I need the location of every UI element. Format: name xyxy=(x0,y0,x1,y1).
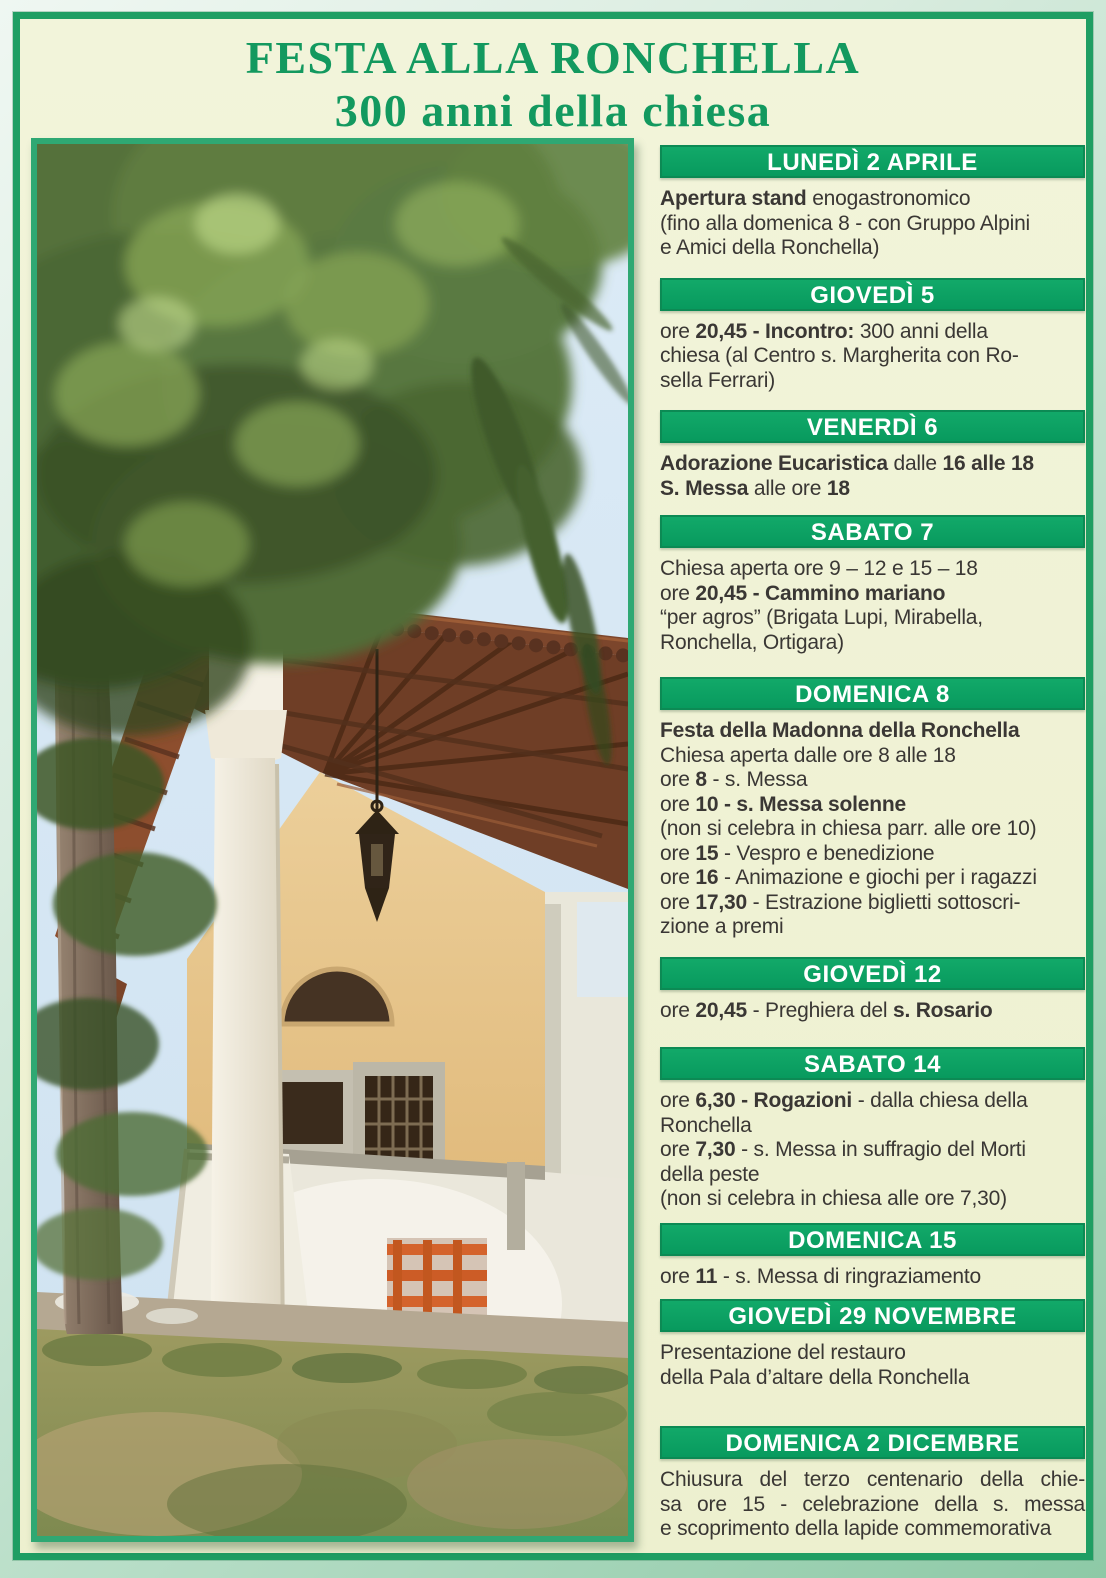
schedule-line xyxy=(660,606,1085,631)
text-segment: chiesa (al Centro s. Margherita con Ro- xyxy=(660,344,1019,367)
text-segment: ore xyxy=(660,866,696,889)
text-segment: Ronchella, Ortigara) xyxy=(660,630,844,654)
bold-text-segment: 15 xyxy=(695,841,719,865)
schedule-line xyxy=(660,1341,1085,1366)
church-photo xyxy=(31,138,634,1542)
text-segment: ore xyxy=(660,890,696,914)
text-segment: - s. Messa xyxy=(706,768,808,791)
schedule-line xyxy=(660,582,1085,607)
bold-text-segment: 20,45 xyxy=(695,998,747,1022)
text-segment: ore xyxy=(660,319,696,343)
day-header-bar: DOMENICA 8 xyxy=(660,677,1085,710)
schedule-line xyxy=(660,1366,1085,1391)
schedule-line xyxy=(660,842,1085,867)
day-header-bar: VENERDÌ 6 xyxy=(660,410,1085,443)
schedule-section xyxy=(660,677,1085,940)
section-body xyxy=(660,1265,1085,1290)
schedule-line xyxy=(660,1089,1085,1114)
text-segment: Chiesa aperta ore 9 – 12 e 15 – 18 xyxy=(660,557,978,580)
bold-text-segment: 16 xyxy=(695,866,719,889)
schedule-line xyxy=(660,477,1085,502)
title-line-2: 300 anni della chiesa xyxy=(334,85,772,136)
schedule-section xyxy=(660,410,1085,501)
text-segment: enogastronomico xyxy=(806,187,971,210)
text-segment: alle ore xyxy=(748,476,827,500)
bold-text-segment: 20,45 - Cammino mariano xyxy=(695,581,946,605)
text-segment: - s. Messa in suffragio del Morti xyxy=(735,1138,1026,1161)
schedule-line xyxy=(660,557,1085,582)
day-header-bar: GIOVEDÌ 29 NOVEMBRE xyxy=(660,1299,1085,1332)
day-header-bar: GIOVEDÌ 5 xyxy=(660,278,1085,311)
text-segment: ore xyxy=(660,1138,696,1161)
schedule-line xyxy=(660,1517,1085,1542)
day-header-bar: LUNEDÌ 2 APRILE xyxy=(660,145,1085,178)
day-header-bar: SABATO 14 xyxy=(660,1047,1085,1080)
schedule-line xyxy=(660,344,1085,369)
poster-frame xyxy=(13,12,1093,1560)
schedule-line xyxy=(660,719,1085,744)
text-segment: Presentazione del restauro xyxy=(660,1341,906,1364)
schedule-section xyxy=(660,1299,1085,1390)
section-body xyxy=(660,1341,1085,1390)
section-body xyxy=(660,719,1085,940)
text-segment: ore xyxy=(660,792,696,816)
text-segment: ore xyxy=(660,581,696,605)
church-photo-illustration xyxy=(37,144,628,1536)
schedule-line xyxy=(660,452,1085,477)
schedule-section xyxy=(660,1426,1085,1542)
text-segment: ore xyxy=(660,1264,696,1288)
schedule-line xyxy=(660,915,1085,940)
schedule-line xyxy=(660,1114,1085,1139)
bold-text-segment: Adorazione Eucaristica xyxy=(660,452,888,475)
schedule-line xyxy=(660,1265,1085,1290)
text-segment: ore xyxy=(660,841,696,865)
text-segment: - Preghiera del xyxy=(746,998,893,1022)
text-segment: Chiusura del terzo centenario della chie- xyxy=(660,1468,1085,1491)
bold-text-segment: 18 xyxy=(826,476,850,500)
bold-text-segment: 17,30 xyxy=(695,890,747,914)
text-segment: ore xyxy=(660,1089,696,1112)
text-segment: (fino alla domenica 8 - con Gruppo Alpini xyxy=(660,211,1031,235)
bold-text-segment: 6,30 - Rogazioni xyxy=(695,1089,853,1112)
day-header-bar: DOMENICA 15 xyxy=(660,1223,1085,1256)
ground xyxy=(37,1290,628,1536)
text-segment: zione a premi xyxy=(660,915,784,938)
schedule-line xyxy=(660,793,1085,818)
schedule-line xyxy=(660,891,1085,916)
schedule-column xyxy=(660,145,1085,1542)
text-segment: ore xyxy=(660,768,696,791)
schedule-section xyxy=(660,1223,1085,1290)
text-segment: - Animazione e giochi per i ragazzi xyxy=(718,866,1037,889)
schedule-section xyxy=(660,957,1085,1024)
text-segment: “per agros” (Brigata Lupi, Mirabella, xyxy=(660,606,983,629)
bold-text-segment: s. Rosario xyxy=(892,998,993,1022)
bold-text-segment: Apertura stand xyxy=(660,187,807,210)
text-segment: - Vespro e benedizione xyxy=(718,841,935,865)
schedule-line xyxy=(660,1468,1085,1493)
schedule-line xyxy=(660,744,1085,769)
bold-text-segment: 16 alle 18 xyxy=(942,452,1034,475)
section-body xyxy=(660,557,1085,655)
section-body xyxy=(660,999,1085,1024)
schedule-section xyxy=(660,278,1085,394)
schedule-line xyxy=(660,866,1085,891)
text-segment: ore xyxy=(660,998,696,1022)
text-segment: Chiesa aperta dalle ore 8 alle 18 xyxy=(660,743,956,767)
text-segment: e Amici della Ronchella) xyxy=(660,236,880,259)
text-segment: - Estrazione biglietti sottoscri- xyxy=(746,890,1021,914)
text-segment: dalle xyxy=(887,452,943,475)
section-body xyxy=(660,320,1085,394)
schedule-section xyxy=(660,1047,1085,1212)
schedule-line xyxy=(660,1187,1085,1212)
schedule-line xyxy=(660,236,1085,261)
text-segment: della Pala d’altare della Ronchella xyxy=(660,1365,970,1389)
text-segment: - s. Messa di ringraziamento xyxy=(717,1264,981,1288)
schedule-line xyxy=(660,768,1085,793)
bold-text-segment: 11 xyxy=(695,1264,718,1288)
section-body xyxy=(660,452,1085,501)
schedule-line xyxy=(660,320,1085,345)
schedule-section xyxy=(660,145,1085,261)
day-header-bar: DOMENICA 2 DICEMBRE xyxy=(660,1426,1085,1459)
schedule-line xyxy=(660,999,1085,1024)
schedule-line xyxy=(660,187,1085,212)
section-body xyxy=(660,1468,1085,1542)
title-line-1: FESTA ALLA RONCHELLA xyxy=(245,32,861,83)
text-segment: e scoprimento della lapide commemorativa xyxy=(660,1517,1052,1540)
bold-text-segment: 10 - s. Messa solenne xyxy=(695,792,906,816)
text-segment: della peste xyxy=(660,1162,760,1186)
poster-title xyxy=(20,31,1086,137)
text-segment: Ronchella xyxy=(660,1113,752,1137)
section-body xyxy=(660,1089,1085,1212)
schedule-line xyxy=(660,369,1085,394)
schedule-line xyxy=(660,631,1085,656)
bold-text-segment: S. Messa xyxy=(660,476,749,500)
schedule-line xyxy=(660,1163,1085,1188)
text-segment: (non si celebra in chiesa parr. alle ore 10) xyxy=(660,817,1037,840)
text-segment: - dalla chiesa della xyxy=(852,1089,1028,1112)
text-segment: (non si celebra in chiesa alle ore 7,30) xyxy=(660,1187,1007,1210)
text-segment: 300 anni della xyxy=(854,319,988,343)
schedule-line xyxy=(660,1138,1085,1163)
text-segment: sella Ferrari) xyxy=(660,368,776,392)
schedule-line xyxy=(660,212,1085,237)
text-segment: sa ore 15 - celebrazione della s. messa xyxy=(660,1492,1085,1516)
bold-text-segment: 8 xyxy=(695,768,707,791)
schedule-line xyxy=(660,817,1085,842)
bold-text-segment: Festa della Madonna della Ronchella xyxy=(660,719,1020,742)
bold-text-segment: 20,45 - Incontro: xyxy=(695,319,855,343)
schedule-line xyxy=(660,1493,1085,1518)
section-body xyxy=(660,187,1085,261)
day-header-bar: GIOVEDÌ 12 xyxy=(660,957,1085,990)
bold-text-segment: 7,30 xyxy=(695,1138,736,1161)
schedule-section xyxy=(660,515,1085,655)
day-header-bar: SABATO 7 xyxy=(660,515,1085,548)
